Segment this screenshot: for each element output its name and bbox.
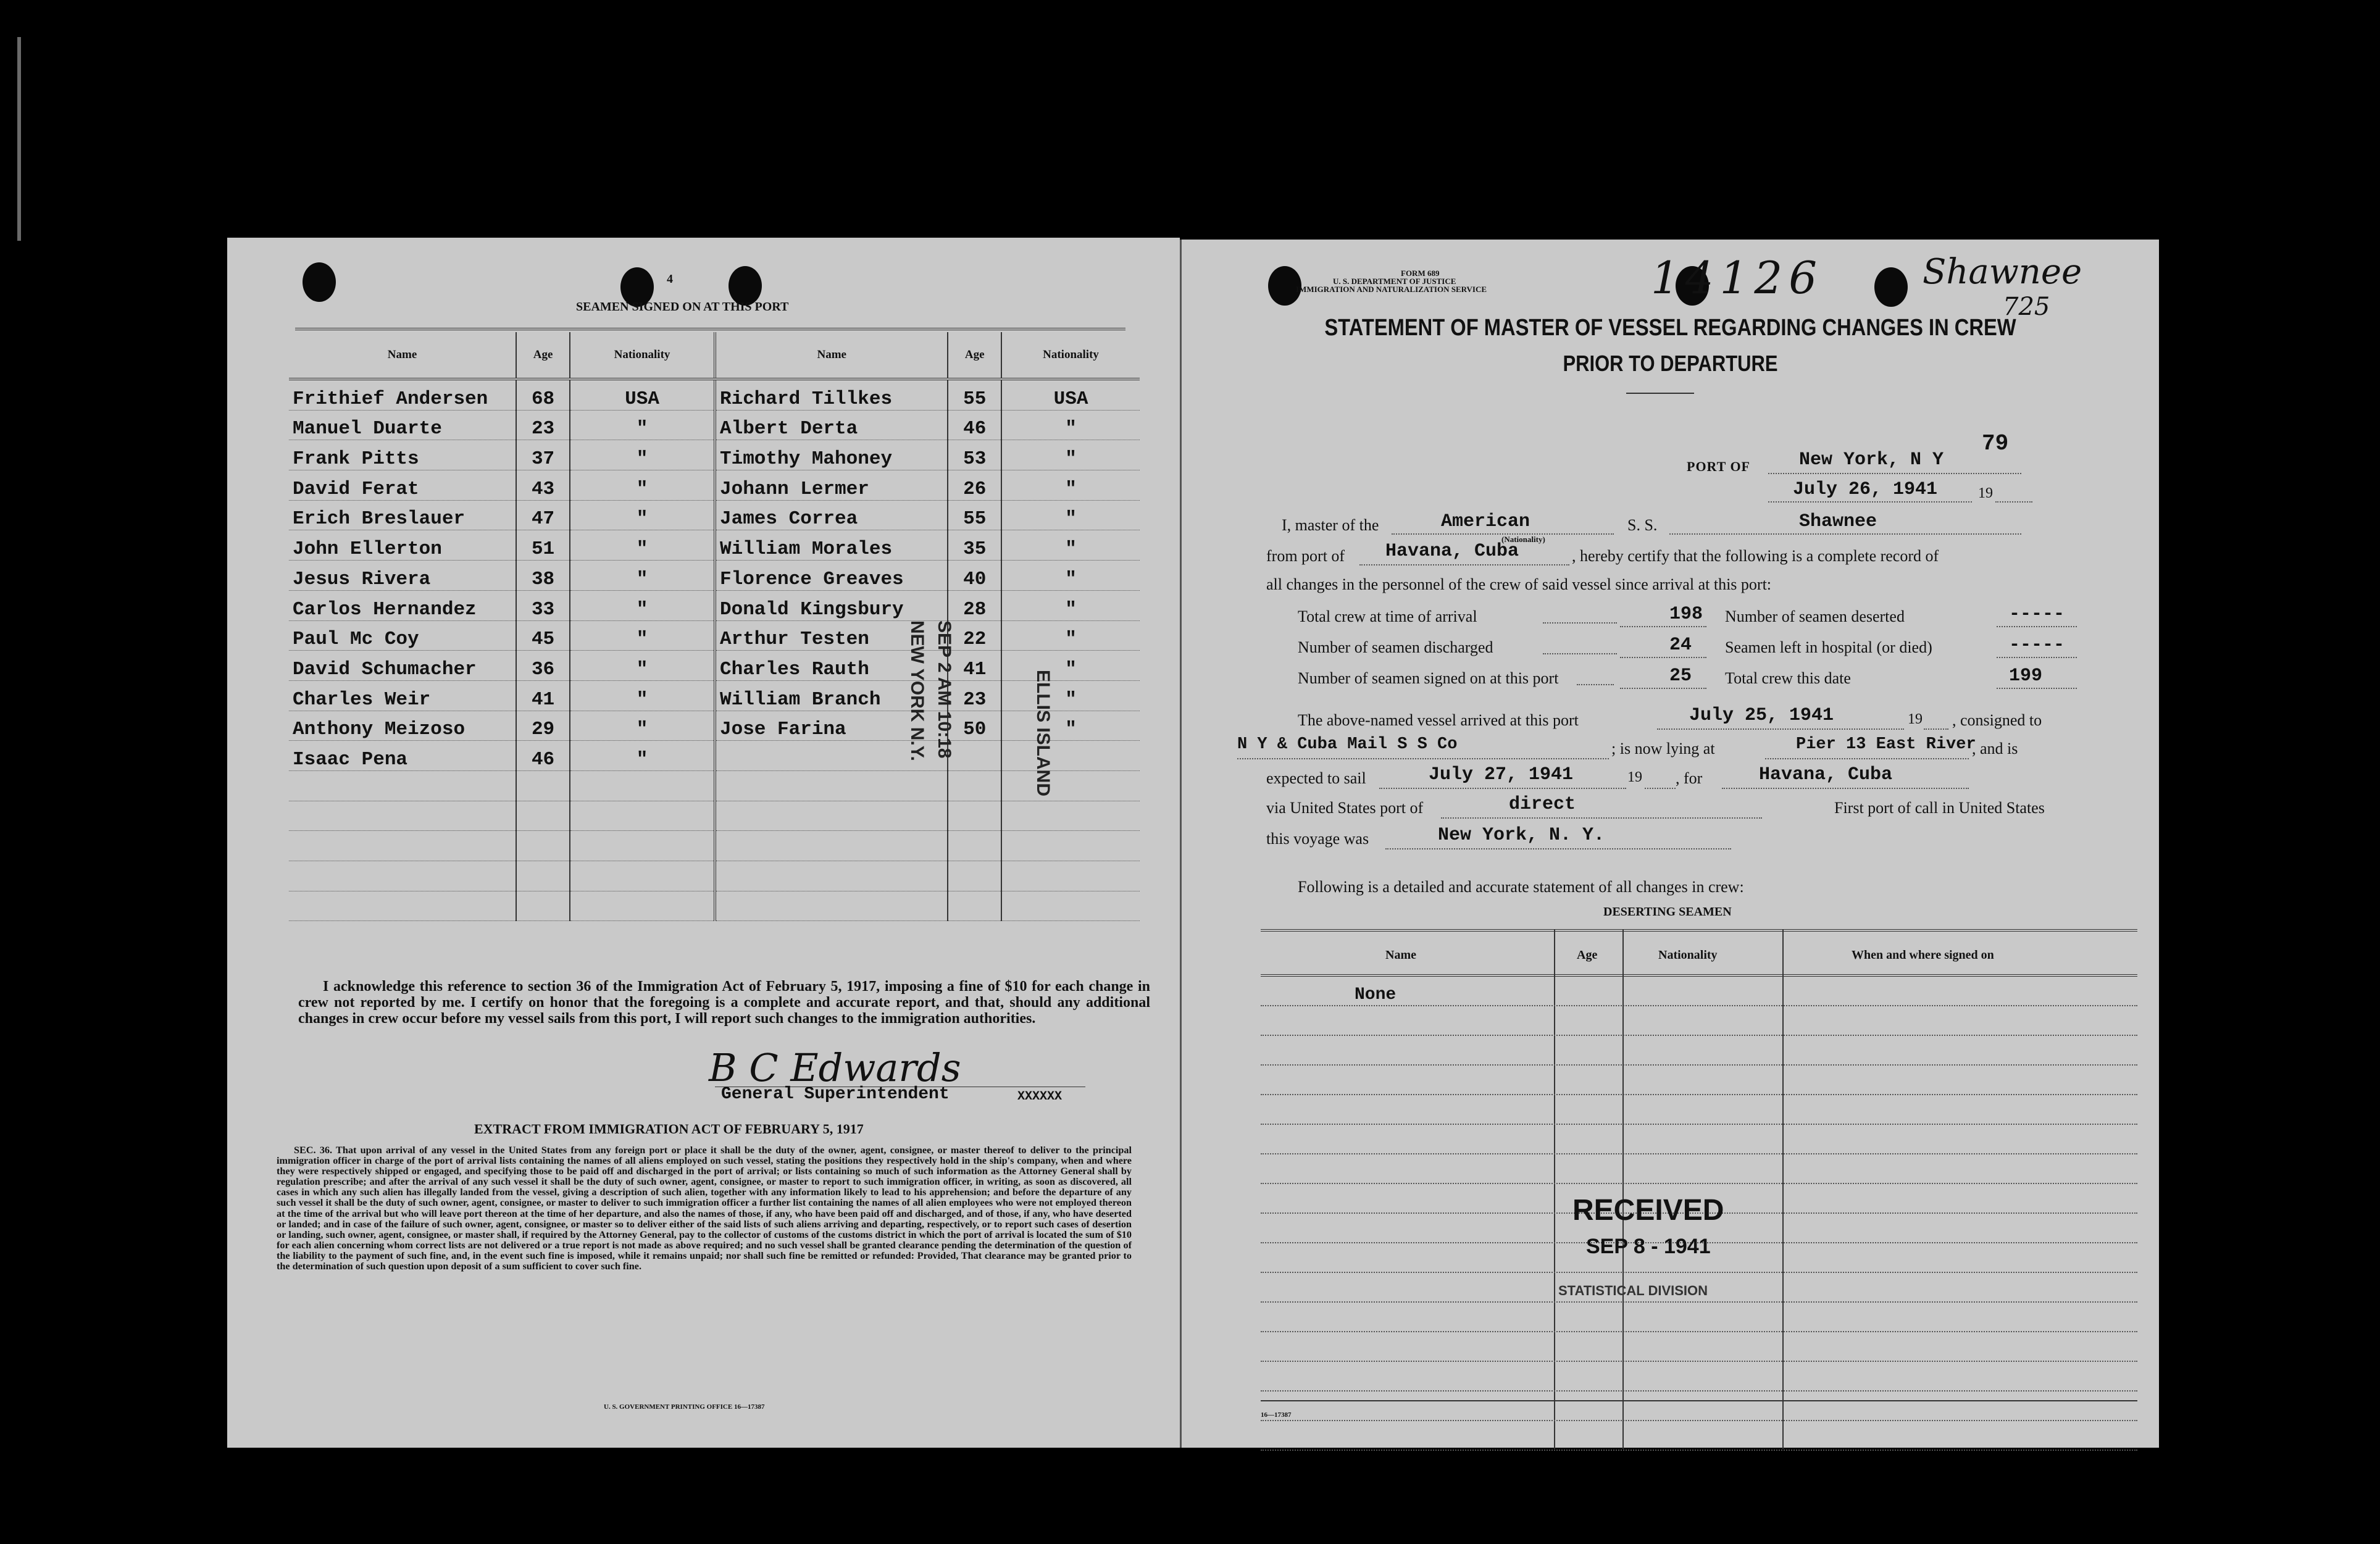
crew-row bbox=[289, 801, 714, 831]
section-title: SEAMEN SIGNED ON AT THIS PORT bbox=[576, 300, 789, 314]
crew-row bbox=[715, 861, 1140, 891]
lying-line bbox=[1765, 758, 1969, 759]
handwritten-ship: Shawnee bbox=[1923, 252, 2082, 292]
crew-age bbox=[516, 831, 570, 861]
handwritten-code: 725 bbox=[2003, 293, 2050, 321]
date-line bbox=[1768, 501, 1972, 503]
crew-name bbox=[289, 831, 516, 861]
form-service: IMMIGRATION AND NATURALIZATION SERVICE bbox=[1296, 285, 1487, 294]
crew-row bbox=[715, 651, 1140, 681]
page-number: 4 bbox=[667, 272, 673, 286]
crew-row bbox=[289, 500, 714, 530]
crew-name: Erich Breslauer bbox=[289, 500, 516, 530]
signer-suffix: XXXXXX bbox=[1017, 1090, 1063, 1104]
stat-line bbox=[1620, 626, 1706, 627]
crew-name: David Ferat bbox=[289, 470, 516, 501]
leader-dots bbox=[1577, 684, 1614, 685]
ship-value: Shawnee bbox=[1799, 511, 1877, 532]
title-rule bbox=[1626, 393, 1694, 394]
crew-age: 68 bbox=[516, 379, 570, 410]
arrived-year-line bbox=[1924, 728, 1948, 730]
lying-label: ; is now lying at bbox=[1611, 740, 1715, 757]
film-edge-mark bbox=[17, 37, 21, 241]
consignee-line bbox=[1237, 758, 1609, 759]
crew-nationality: " bbox=[570, 711, 714, 741]
ss-label: S. S. bbox=[1627, 516, 1658, 534]
crew-nationality bbox=[1001, 891, 1140, 921]
crew-nationality bbox=[570, 831, 714, 861]
ellis-island-stamp-date: SEP 2 AM 10:18 bbox=[934, 620, 954, 759]
crew-row bbox=[715, 470, 1140, 501]
punch-hole bbox=[303, 262, 336, 302]
crew-name bbox=[715, 770, 948, 801]
crew-nationality: " bbox=[570, 500, 714, 530]
changes-text: all changes in the personnel of the crew of said vessel since arrival at this port: bbox=[1266, 575, 1772, 593]
crew-row bbox=[289, 620, 714, 651]
deserting-row-line bbox=[1261, 1124, 2137, 1125]
crew-age: 35 bbox=[948, 530, 1001, 561]
crew-nationality: USA bbox=[1001, 379, 1140, 410]
col-name: Name bbox=[289, 332, 516, 379]
deserting-divider bbox=[1622, 929, 1624, 1449]
crew-table-left bbox=[289, 332, 714, 921]
crew-row bbox=[289, 651, 714, 681]
crew-age: 51 bbox=[516, 530, 570, 561]
stat-line bbox=[1997, 657, 2077, 658]
crew-name: Johann Lermer bbox=[715, 470, 948, 501]
port-label: PORT OF bbox=[1687, 459, 1750, 474]
stat-line bbox=[1997, 626, 2077, 627]
following-text: Following is a detailed and accurate statement of all changes in crew: bbox=[1298, 878, 1744, 896]
sail-year-line bbox=[1645, 788, 1676, 789]
crew-nationality: " bbox=[570, 741, 714, 771]
crew-name: Richard Tillkes bbox=[715, 379, 948, 410]
crew-age: 50 bbox=[948, 711, 1001, 741]
crew-age: 45 bbox=[516, 620, 570, 651]
ellis-island-stamp-name: ELLIS ISLAND bbox=[1033, 670, 1053, 797]
deserting-col-nationality: Nationality bbox=[1658, 948, 1718, 962]
stat-label: Number of seamen discharged bbox=[1298, 638, 1493, 656]
nationality-value: American bbox=[1441, 511, 1530, 532]
crew-row bbox=[715, 831, 1140, 861]
crew-row bbox=[715, 500, 1140, 530]
deserting-col-signed-on: When and where signed on bbox=[1852, 948, 1994, 962]
ellis-island-stamp-city: NEW YORK N.Y. bbox=[907, 620, 927, 761]
page-mark: 79 bbox=[1982, 431, 2009, 456]
crew-nationality: " bbox=[570, 440, 714, 470]
sail-line bbox=[1379, 788, 1626, 789]
crew-name: James Correa bbox=[715, 500, 948, 530]
nationality-caption: (Nationality) bbox=[1501, 535, 1545, 544]
received-date: SEP 8 - 1941 bbox=[1586, 1235, 1711, 1258]
crew-nationality: " bbox=[1001, 651, 1140, 681]
crew-name bbox=[715, 801, 948, 831]
crew-row bbox=[289, 590, 714, 620]
col-age: Age bbox=[948, 332, 1001, 379]
crew-name: David Schumacher bbox=[289, 651, 516, 681]
crew-row bbox=[289, 711, 714, 741]
sail-value: July 27, 1941 bbox=[1429, 764, 1574, 785]
crew-age bbox=[516, 801, 570, 831]
ship-line bbox=[1669, 533, 2021, 535]
voyage-label: this voyage was bbox=[1266, 830, 1369, 848]
from-port-label: from port of bbox=[1266, 547, 1345, 565]
deserting-divider bbox=[1554, 929, 1555, 1449]
crew-age bbox=[948, 770, 1001, 801]
crew-nationality: " bbox=[570, 590, 714, 620]
deserting-row-line bbox=[1261, 1005, 2137, 1006]
received-stamp: RECEIVED bbox=[1572, 1194, 1724, 1227]
crew-row bbox=[715, 379, 1140, 410]
crew-age: 23 bbox=[516, 410, 570, 440]
crew-row bbox=[715, 770, 1140, 801]
crew-age: 38 bbox=[516, 561, 570, 591]
crew-name: William Branch bbox=[715, 680, 948, 711]
crew-row bbox=[715, 530, 1140, 561]
deserting-row-line bbox=[1261, 1301, 2137, 1303]
crew-age bbox=[948, 801, 1001, 831]
deserting-first-name: None bbox=[1355, 985, 1397, 1004]
statement-subtitle: PRIOR TO DEPARTURE bbox=[1563, 351, 1778, 376]
via-line bbox=[1441, 817, 1762, 819]
form-department: U. S. DEPARTMENT OF JUSTICE bbox=[1333, 277, 1456, 286]
crew-name: Manuel Duarte bbox=[289, 410, 516, 440]
crew-age bbox=[516, 861, 570, 891]
stat-value: ----- bbox=[2009, 635, 2065, 656]
crew-row bbox=[715, 590, 1140, 620]
crew-name bbox=[715, 861, 948, 891]
crew-name: Frank Pitts bbox=[289, 440, 516, 470]
crew-age: 40 bbox=[948, 561, 1001, 591]
crew-nationality: " bbox=[1001, 680, 1140, 711]
and-is: , and is bbox=[1972, 740, 2018, 757]
crew-nationality: " bbox=[1001, 410, 1140, 440]
printer-line: U. S. GOVERNMENT PRINTING OFFICE 16—17387 bbox=[604, 1403, 765, 1411]
consignee-value: N Y & Cuba Mail S S Co bbox=[1237, 735, 1458, 754]
stat-label: Number of seamen deserted bbox=[1725, 607, 1905, 625]
crew-row bbox=[289, 891, 714, 921]
sail-label: expected to sail bbox=[1266, 769, 1366, 787]
stat-label: Total crew at time of arrival bbox=[1298, 607, 1477, 625]
crew-age: 37 bbox=[516, 440, 570, 470]
certify-text: , hereby certify that the following is a complete record of bbox=[1572, 547, 1939, 565]
port-value: New York, N Y bbox=[1799, 449, 1944, 470]
date-value: July 26, 1941 bbox=[1793, 479, 1938, 500]
crew-nationality bbox=[1001, 861, 1140, 891]
col-nationality: Nationality bbox=[570, 332, 714, 379]
crew-name: Albert Derta bbox=[715, 410, 948, 440]
punch-hole bbox=[1874, 267, 1908, 307]
date-year-suffix: 19 bbox=[1978, 485, 1993, 501]
crew-nationality bbox=[1001, 741, 1140, 771]
deserting-row-line bbox=[1261, 1420, 2137, 1421]
crew-age: 28 bbox=[948, 590, 1001, 620]
lying-value: Pier 13 East River bbox=[1796, 735, 1976, 754]
crew-row bbox=[289, 440, 714, 470]
bottom-rule bbox=[1261, 1400, 2137, 1401]
year-line bbox=[1995, 501, 2032, 503]
crew-name: Jesus Rivera bbox=[289, 561, 516, 591]
crew-row bbox=[715, 801, 1140, 831]
crew-age: 43 bbox=[516, 470, 570, 501]
from-port-line bbox=[1359, 564, 1569, 565]
for-label: , for bbox=[1676, 769, 1703, 787]
crew-nationality: " bbox=[570, 561, 714, 591]
crew-row bbox=[289, 831, 714, 861]
crew-nationality bbox=[570, 861, 714, 891]
for-line bbox=[1722, 788, 1969, 789]
crew-nationality: " bbox=[570, 410, 714, 440]
crew-age: 47 bbox=[516, 500, 570, 530]
crew-name: Arthur Testen bbox=[715, 620, 948, 651]
crew-nationality: " bbox=[1001, 561, 1140, 591]
col-age: Age bbox=[516, 332, 570, 379]
crew-nationality bbox=[570, 770, 714, 801]
crew-row bbox=[715, 561, 1140, 591]
arrived-value: July 25, 1941 bbox=[1689, 705, 1834, 726]
crew-name: Anthony Meizoso bbox=[289, 711, 516, 741]
deserting-row-line bbox=[1261, 1153, 2137, 1154]
extract-title: EXTRACT FROM IMMIGRATION ACT OF FEBRUARY 5, 1917 bbox=[474, 1121, 864, 1137]
crew-name bbox=[715, 891, 948, 921]
crew-nationality: " bbox=[1001, 470, 1140, 501]
deserting-row-line bbox=[1261, 1064, 2137, 1066]
deserting-col-name: Name bbox=[1385, 948, 1416, 962]
crew-nationality: " bbox=[1001, 590, 1140, 620]
crew-age: 46 bbox=[948, 410, 1001, 440]
deserting-row-line bbox=[1261, 1183, 2137, 1184]
received-division: STATISTICAL DIVISION bbox=[1558, 1283, 1708, 1298]
crew-nationality: " bbox=[1001, 711, 1140, 741]
arrived-year: 19 bbox=[1908, 711, 1923, 727]
form-number: FORM 689 bbox=[1401, 269, 1440, 278]
col-name: Name bbox=[715, 332, 948, 379]
stat-label: Number of seamen signed on at this port bbox=[1298, 669, 1559, 687]
printer-line: 16—17387 bbox=[1261, 1411, 1292, 1419]
deserting-row-line bbox=[1261, 1094, 2137, 1095]
crew-row bbox=[289, 561, 714, 591]
crew-row bbox=[289, 379, 714, 410]
deserting-row-line bbox=[1261, 1450, 2137, 1451]
crew-nationality: " bbox=[570, 620, 714, 651]
top-rule bbox=[295, 328, 1125, 330]
crew-row bbox=[289, 410, 714, 440]
consigned-label: , consigned to bbox=[1952, 711, 2042, 729]
crew-name bbox=[289, 770, 516, 801]
crew-nationality: " bbox=[1001, 500, 1140, 530]
deserting-top-rule bbox=[1261, 929, 2137, 932]
crew-nationality bbox=[1001, 801, 1140, 831]
crew-nationality bbox=[1001, 770, 1140, 801]
col-nationality: Nationality bbox=[1001, 332, 1140, 379]
deserting-row-line bbox=[1261, 1035, 2137, 1036]
deserting-row-line bbox=[1261, 1272, 2137, 1273]
deserting-divider bbox=[1782, 929, 1784, 1449]
crew-name: John Ellerton bbox=[289, 530, 516, 561]
signer-title: General Superintendent bbox=[721, 1085, 950, 1104]
crew-name: Carlos Hernandez bbox=[289, 590, 516, 620]
deserting-row-line bbox=[1261, 1390, 2137, 1392]
crew-nationality: " bbox=[570, 470, 714, 501]
stat-value: 199 bbox=[2009, 666, 2043, 686]
crew-row bbox=[715, 680, 1140, 711]
master-label: I, master of the bbox=[1282, 516, 1379, 534]
crew-age: 55 bbox=[948, 379, 1001, 410]
crew-name: Timothy Mahoney bbox=[715, 440, 948, 470]
crew-age: 41 bbox=[948, 651, 1001, 681]
crew-age: 22 bbox=[948, 620, 1001, 651]
leader-dots bbox=[1543, 622, 1617, 624]
crew-nationality bbox=[570, 801, 714, 831]
crew-age: 53 bbox=[948, 440, 1001, 470]
leader-dots bbox=[1543, 653, 1617, 654]
crew-nationality: " bbox=[570, 530, 714, 561]
crew-name bbox=[715, 831, 948, 861]
stat-line bbox=[1997, 688, 2077, 689]
crew-name: Frithief Andersen bbox=[289, 379, 516, 410]
right-page bbox=[1180, 240, 2159, 1448]
crew-row bbox=[715, 620, 1140, 651]
stat-line bbox=[1620, 688, 1706, 689]
crew-nationality: " bbox=[1001, 440, 1140, 470]
crew-row bbox=[715, 711, 1140, 741]
via-label: via United States port of bbox=[1266, 799, 1424, 817]
crew-age bbox=[516, 770, 570, 801]
crew-age: 33 bbox=[516, 590, 570, 620]
crew-age bbox=[516, 891, 570, 921]
crew-age bbox=[948, 861, 1001, 891]
crew-row bbox=[289, 741, 714, 771]
crew-row bbox=[289, 770, 714, 801]
arrived-line bbox=[1657, 728, 1904, 730]
arrived-label: The above-named vessel arrived at this port bbox=[1298, 711, 1579, 729]
crew-name bbox=[289, 861, 516, 891]
crew-age: 41 bbox=[516, 680, 570, 711]
crew-row bbox=[715, 741, 1140, 771]
deserting-row-line bbox=[1261, 1331, 2137, 1332]
crew-nationality: USA bbox=[570, 379, 714, 410]
crew-row bbox=[289, 861, 714, 891]
crew-nationality: " bbox=[1001, 530, 1140, 561]
crew-age: 36 bbox=[516, 651, 570, 681]
acknowledgement-text: I acknowledge this reference to section 36 of the Immigration Act of February 5, 1917, imposing a fine of $10 for each change in crew not reported by me. I certify on honor that the foregoing is a complete and accurate report, and that, should any additional changes in crew occur before my vessel sails from this port, I will report such changes to the immigration authorities. bbox=[298, 979, 1150, 1027]
via-value: direct bbox=[1509, 794, 1576, 815]
crew-row bbox=[715, 410, 1140, 440]
crew-name: Donald Kingsbury bbox=[715, 590, 948, 620]
crew-name: Charles Rauth bbox=[715, 651, 948, 681]
crew-age: 23 bbox=[948, 680, 1001, 711]
crew-nationality bbox=[1001, 831, 1140, 861]
master-signature: B C Edwards bbox=[709, 1045, 961, 1090]
deserting-header-rule bbox=[1261, 974, 2137, 977]
crew-name: William Morales bbox=[715, 530, 948, 561]
crew-name: Florence Greaves bbox=[715, 561, 948, 591]
deserting-row-line bbox=[1261, 1361, 2137, 1362]
crew-name: Paul Mc Coy bbox=[289, 620, 516, 651]
crew-age: 46 bbox=[516, 741, 570, 771]
crew-row bbox=[715, 440, 1140, 470]
crew-name: Isaac Pena bbox=[289, 741, 516, 771]
crew-age: 26 bbox=[948, 470, 1001, 501]
stat-value: 24 bbox=[1669, 635, 1692, 656]
crew-name bbox=[289, 801, 516, 831]
crew-age: 29 bbox=[516, 711, 570, 741]
deserting-title: DESERTING SEAMEN bbox=[1603, 905, 1732, 919]
crew-nationality: " bbox=[1001, 620, 1140, 651]
crew-row bbox=[289, 680, 714, 711]
from-port-value: Havana, Cuba bbox=[1385, 541, 1519, 562]
crew-age bbox=[948, 831, 1001, 861]
crew-row bbox=[289, 470, 714, 501]
stat-label: Seamen left in hospital (or died) bbox=[1725, 638, 1932, 656]
crew-name: Charles Weir bbox=[289, 680, 516, 711]
extract-text: SEC. 36. That upon arrival of any vessel in the United States from any foreign port or place it shall be the duty of the owner, agent, consignee, or master thereof to deliver to the principal immigration officer in charge of the port of arrival lists containing the names of all aliens employed on such vessel, stating the positions they respectively hold in the ship's company, when and where they were respectively shipped or engaged, and specifying those to be paid off and discharged in the port of arrival; or lists containing so much of such information as the Attorney General shall by regulation prescribe; and after the arrival of any such vessel it shall be the duty of such owner, agent, consignee, or master to report to such immigration officer, in writing, as soon as discovered, all cases in which any such alien has illegally landed from the vessel, giving a description of such alien, together with any information likely to lead to his apprehension; and before the departure of any such vessel it shall be the duty of such owner, agent, consignee, or master to deliver to such immigration officer a further list containing the names of all alien employees who were not employed thereon at the time of the arrival but who will leave port thereon at the time of her departure, and also the names of those, if any, who have been paid off and discharged, and of those, if any, who have deserted or landed; and in case of the failure of such owner, agent, consignee, or master so to deliver either of the said lists of such aliens arriving and departing, respectively, or to report such cases of desertion or landing, such owner, agent, consignee, or master shall, if required by the Attorney General, pay to the collector of customs of the customs district in which the port of arrival is located the sum of $10 for each alien concerning whom correct lists are not delivered or a true report is not made as above required; and no such vessel shall be granted clearance pending the determination of the question of the liability to the payment of such fine, and, in the event such fine is imposed, while it remains unpaid; nor shall such fine be remitted or refunded: Provided, That clearance may be granted prior to the determination of such question upon deposit of a sum sufficient to cover such fine. bbox=[277, 1145, 1132, 1272]
crew-nationality bbox=[570, 891, 714, 921]
stat-value: ----- bbox=[2009, 604, 2065, 625]
handwritten-number: 14126 bbox=[1651, 252, 1824, 304]
crew-name bbox=[289, 891, 516, 921]
voyage-value: New York, N. Y. bbox=[1438, 825, 1605, 846]
stat-value: 198 bbox=[1669, 604, 1703, 625]
statement-title: STATEMENT OF MASTER OF VESSEL REGARDING CHANGES IN CREW bbox=[1324, 315, 2016, 341]
sail-year: 19 bbox=[1627, 769, 1642, 785]
deserting-col-age: Age bbox=[1577, 948, 1598, 962]
crew-row bbox=[289, 530, 714, 561]
stat-line bbox=[1620, 657, 1706, 658]
left-page bbox=[227, 238, 1180, 1448]
crew-nationality: " bbox=[570, 651, 714, 681]
voyage-line bbox=[1385, 848, 1731, 849]
port-line bbox=[1768, 473, 2021, 474]
form-header bbox=[1296, 269, 1487, 293]
crew-age bbox=[948, 741, 1001, 771]
crew-row bbox=[715, 891, 1140, 921]
crew-age: 55 bbox=[948, 500, 1001, 530]
crew-age bbox=[948, 891, 1001, 921]
crew-nationality: " bbox=[570, 680, 714, 711]
for-value: Havana, Cuba bbox=[1759, 764, 1893, 785]
first-port-label: First port of call in United States bbox=[1834, 799, 2045, 817]
stat-value: 25 bbox=[1669, 666, 1692, 686]
crew-name: Jose Farina bbox=[715, 711, 948, 741]
stat-label: Total crew this date bbox=[1725, 669, 1851, 687]
